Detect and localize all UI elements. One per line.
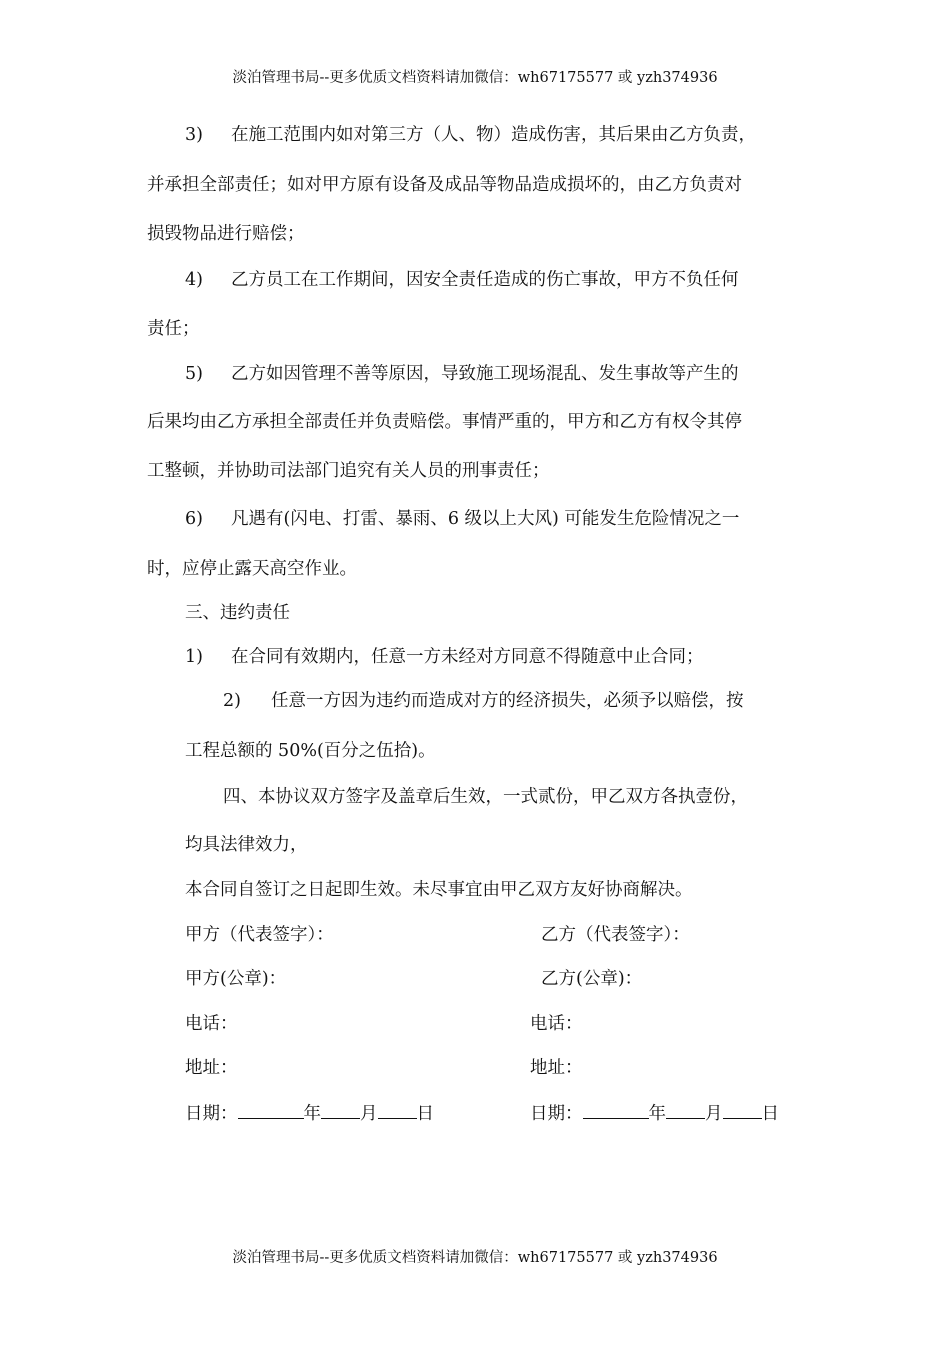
party-b-date-line [530, 1100, 779, 1126]
year-blank [238, 1100, 304, 1119]
day-label: 日 [416, 1104, 434, 1124]
month-label: 月 [360, 1104, 378, 1124]
clause-4-line-2: 责任； [147, 319, 200, 339]
clause-number: 4) [185, 270, 203, 290]
clause-text: 在合同有效期内，任意一方未经对方同意不得随意中止合同； [231, 647, 704, 667]
effective-clause: 本合同自签订之日起即生效。未尽事宜由甲乙双方友好协商解决。 [185, 880, 693, 900]
party-b-phone-label: 电话： [530, 1014, 583, 1034]
year-label: 年 [303, 1104, 321, 1124]
clause-6-line-2: 时，应停止露天高空作业。 [147, 559, 357, 579]
section-4-line-1: 四、本协议双方签字及盖章后生效，一式贰份，甲乙双方各执壹份， [223, 787, 748, 807]
clause-number: 5) [185, 364, 203, 384]
day-blank [378, 1100, 417, 1119]
clause-6-line-1 [185, 507, 739, 531]
breach-clause-2-line-2: 工程总额的 50%(百分之伍拾)。 [185, 741, 436, 761]
year-label: 年 [648, 1104, 666, 1124]
clause-3-line-3: 损毁物品进行赔偿； [147, 224, 305, 244]
clause-text: 凡遇有(闪电、打雷、暴雨、6 级以上大风) 可能发生危险情况之一 [231, 509, 740, 529]
page-footer: 淡泊管理书局--更多优质文档资料请加微信：wh67175577 或 yzh374936 [232, 1250, 718, 1266]
year-blank [583, 1100, 649, 1119]
clause-number: 2) [223, 691, 241, 711]
party-a-rep-label: 甲方（代表签字）： [185, 925, 334, 945]
clause-text: 任意一方因为违约而造成对方的经济损失，必须予以赔偿，按 [271, 691, 744, 711]
clause-5-line-2: 后果均由乙方承担全部责任并负责赔偿。事情严重的，甲方和乙方有权令其停 [147, 412, 742, 432]
party-a-date-line [185, 1100, 434, 1126]
party-a-address-label: 地址： [185, 1058, 238, 1078]
clause-3-line-2: 并承担全部责任；如对甲方原有设备及成品等物品造成损坏的，由乙方负责对 [147, 175, 742, 195]
clause-text: 乙方员工在工作期间，因安全责任造成的伤亡事故，甲方不负任何 [231, 270, 739, 290]
date-label: 日期： [185, 1104, 238, 1124]
breach-clause-2-line-1 [223, 689, 744, 713]
section-4-line-2: 均具法律效力， [185, 835, 308, 855]
breach-clause-1 [185, 645, 704, 669]
clause-number: 1) [185, 647, 203, 667]
day-label: 日 [761, 1104, 779, 1124]
clause-5-line-1 [185, 362, 739, 386]
month-blank [321, 1100, 360, 1119]
party-a-phone-label: 电话： [185, 1014, 238, 1034]
day-blank [723, 1100, 762, 1119]
clause-text: 乙方如因管理不善等原因，导致施工现场混乱、发生事故等产生的 [231, 364, 739, 384]
party-b-seal-label: 乙方(公章)： [541, 969, 643, 989]
page-header: 淡泊管理书局--更多优质文档资料请加微信：wh67175577 或 yzh374936 [232, 70, 718, 86]
party-a-seal-label: 甲方(公章)： [185, 969, 287, 989]
clause-5-line-3: 工整顿，并协助司法部门追究有关人员的刑事责任； [147, 461, 550, 481]
month-blank [666, 1100, 705, 1119]
party-b-address-label: 地址： [530, 1058, 583, 1078]
date-label: 日期： [530, 1104, 583, 1124]
section-3-heading: 三、违约责任 [185, 603, 290, 623]
clause-4-line-1 [185, 268, 739, 292]
clause-number: 6) [185, 509, 203, 529]
clause-3-line-1 [185, 123, 756, 147]
clause-number: 3) [185, 125, 203, 145]
party-b-rep-label: 乙方（代表签字）： [541, 925, 690, 945]
clause-text: 在施工范围内如对第三方（人、物）造成伤害，其后果由乙方负责， [231, 125, 756, 145]
month-label: 月 [705, 1104, 723, 1124]
